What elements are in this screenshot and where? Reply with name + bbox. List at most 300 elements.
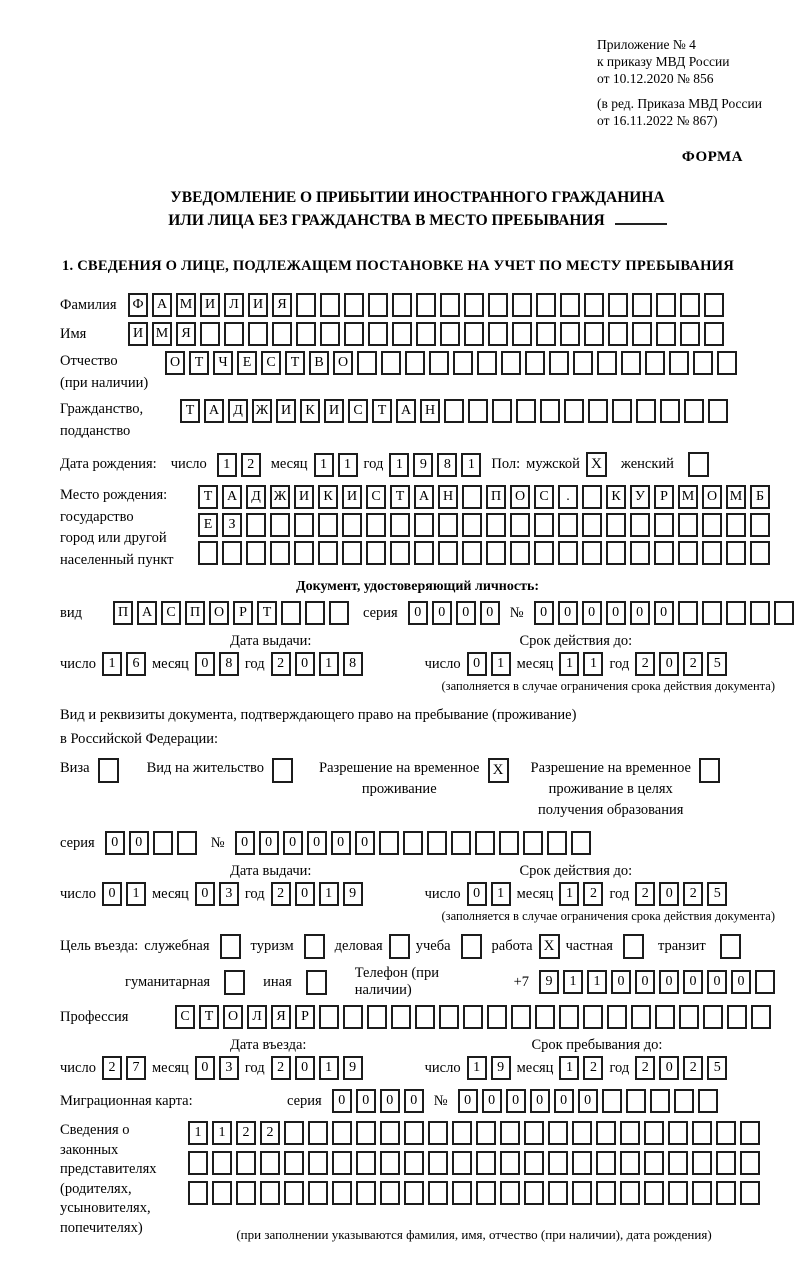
form-cell: [248, 322, 268, 346]
form-cell: З: [222, 513, 242, 537]
identity-valid-label: Срок действия до:: [519, 633, 633, 649]
form-cell: [774, 601, 794, 625]
form-cell: О: [165, 351, 185, 375]
form-cell: [462, 513, 482, 537]
form-cell: 1: [319, 1056, 339, 1080]
stay-valid-date: число 0 1 месяц 1 2 год 2 0 2 5: [425, 882, 728, 906]
identity-valid-month: [559, 652, 603, 676]
forma-label: ФОРМА: [681, 149, 743, 165]
profession-cells: [175, 1005, 771, 1029]
form-cell: 0: [408, 601, 428, 625]
entry-date: число 2 7 месяц 0 3 год 2 0 1 9: [60, 1056, 363, 1080]
form-cell: 2: [683, 652, 703, 676]
form-cell: [342, 541, 362, 565]
form-cell: [320, 322, 340, 346]
form-title: [60, 186, 775, 232]
form-cell: [281, 601, 301, 625]
form-cell: 1: [559, 882, 579, 906]
appendix-line: Приложение № 4: [597, 37, 696, 52]
form-cell: 1: [338, 453, 358, 477]
birth-place-label: Место рождения: государство город или другой населенный пункт: [60, 487, 174, 568]
form-cell: [487, 1005, 507, 1029]
form-cell: О: [510, 485, 530, 509]
year-word: год: [363, 456, 384, 472]
edition-block: [597, 95, 775, 129]
form-cell: [572, 1121, 592, 1145]
form-cell: 0: [659, 882, 679, 906]
stay-doc-options: [60, 758, 775, 821]
form-cell: Е: [237, 351, 257, 375]
form-cell: [755, 970, 775, 994]
form-cell: [416, 322, 436, 346]
form-cell: 0: [235, 831, 255, 855]
form-cell: [462, 541, 482, 565]
form-cell: [596, 1151, 616, 1175]
form-cell: О: [333, 351, 353, 375]
form-cell: [558, 541, 578, 565]
form-cell: [535, 1005, 555, 1029]
profession-label: Профессия: [60, 1009, 129, 1025]
identity-issue-date: число 1 6 месяц 0 8 год 2 0 1 8: [60, 652, 363, 676]
form-cell: 0: [432, 601, 452, 625]
stay-issue-day: [102, 882, 146, 906]
form-cell: П: [185, 601, 205, 625]
form-cell: 7: [126, 1056, 146, 1080]
form-cell: [318, 513, 338, 537]
form-cell: [500, 1151, 520, 1175]
purpose-official-label: служебная: [144, 938, 210, 954]
form-cell: [726, 513, 746, 537]
birth-date-row: [60, 452, 775, 477]
form-cell: О: [702, 485, 722, 509]
day-word: число: [170, 456, 207, 472]
surname-row: [60, 293, 775, 317]
form-cell: [270, 541, 290, 565]
form-cell: 1: [587, 970, 607, 994]
stay-series-label: серия: [60, 834, 95, 851]
stay-until-day: [467, 1056, 511, 1080]
form-cell: [692, 1181, 712, 1205]
blank-underline: [615, 210, 667, 225]
form-cell: Д: [228, 399, 248, 423]
stay-series-cells: [105, 831, 197, 855]
form-cell: [501, 351, 521, 375]
form-cell: [294, 541, 314, 565]
section1-heading: 1. СВЕДЕНИЯ О ЛИЦЕ, ПОДЛЕЖАЩЕМ ПОСТАНОВКЕ НА УЧЕТ ПО МЕСТУ ПРЕБЫВАНИЯ: [62, 258, 734, 274]
form-cell: [584, 293, 604, 317]
form-cell: [750, 601, 770, 625]
form-cell: [668, 1181, 688, 1205]
form-cell: [650, 1089, 670, 1113]
form-cell: [404, 1181, 424, 1205]
phone-cells: [539, 970, 775, 994]
form-cell: [332, 1151, 352, 1175]
form-cell: 0: [659, 652, 679, 676]
form-cell: [476, 1151, 496, 1175]
identity-kind-label: вид: [60, 604, 82, 621]
form-cell: 0: [467, 882, 487, 906]
form-cell: [499, 831, 519, 855]
form-cell: [534, 541, 554, 565]
form-cell: [453, 351, 473, 375]
form-cell: 0: [558, 601, 578, 625]
form-cell: [500, 1121, 520, 1145]
form-cell: [329, 601, 349, 625]
form-cell: [583, 1005, 603, 1029]
form-cell: 0: [482, 1089, 502, 1113]
form-cell: [606, 541, 626, 565]
form-cell: И: [276, 399, 296, 423]
form-cell: [260, 1181, 280, 1205]
form-cell: К: [318, 485, 338, 509]
form-cell: 0: [355, 831, 375, 855]
form-cell: [679, 1005, 699, 1029]
form-cell: [368, 322, 388, 346]
appendix-line: от 10.12.2020 № 856: [597, 71, 714, 86]
form-cell: 5: [707, 652, 727, 676]
form-cell: [510, 541, 530, 565]
representatives-row3: [188, 1181, 760, 1205]
form-cell: [318, 541, 338, 565]
purpose-humanitarian-checkbox: [224, 970, 245, 995]
identity-doc-heading: Документ, удостоверяющий личность:: [295, 579, 540, 594]
form-cell: 2: [635, 1056, 655, 1080]
form-cell: 0: [630, 601, 650, 625]
profession-row: [60, 1005, 775, 1029]
form-cell: [524, 1181, 544, 1205]
stay-valid-month: [559, 882, 603, 906]
form-cell: [573, 351, 593, 375]
form-cell: [212, 1151, 232, 1175]
form-cell: [524, 1151, 544, 1175]
form-cell: 2: [583, 882, 603, 906]
form-cell: [740, 1181, 760, 1205]
identity-issue-label: Дата выдачи:: [230, 633, 312, 649]
form-cell: 2: [635, 882, 655, 906]
form-cell: 1: [461, 453, 481, 477]
form-cell: [246, 541, 266, 565]
form-cell: 0: [480, 601, 500, 625]
form-cell: 0: [295, 652, 315, 676]
form-cell: [512, 293, 532, 317]
purpose-other-checkbox: [306, 970, 327, 995]
birth-place-row1: [198, 485, 770, 509]
form-cell: [380, 1181, 400, 1205]
patronymic-label: Отчество (при наличии): [60, 353, 149, 391]
form-cell: 0: [458, 1089, 478, 1113]
form-cell: 0: [331, 831, 351, 855]
form-cell: [468, 399, 488, 423]
form-cell: [486, 513, 506, 537]
form-cell: [726, 601, 746, 625]
identity-series-label: серия: [363, 604, 398, 621]
purpose-humanitarian-label: гуманитарная: [125, 973, 211, 990]
representatives-row1: [188, 1121, 760, 1145]
form-cell: 2: [271, 1056, 291, 1080]
form-cell: [704, 322, 724, 346]
form-cell: [702, 541, 722, 565]
form-cell: 0: [683, 970, 703, 994]
stay-doc-intro1: Вид и реквизиты документа, подтверждающего право на пребывание (проживание): [60, 707, 577, 723]
form-cell: [692, 1151, 712, 1175]
form-cell: 1: [319, 652, 339, 676]
form-cell: [572, 1151, 592, 1175]
form-cell: [405, 351, 425, 375]
form-cell: [357, 351, 377, 375]
form-cell: Н: [420, 399, 440, 423]
purpose-work-label: работа: [491, 938, 533, 954]
form-cell: [702, 513, 722, 537]
form-cell: [464, 293, 484, 317]
form-cell: 8: [219, 652, 239, 676]
form-cell: [524, 1121, 544, 1145]
form-cell: [512, 322, 532, 346]
form-cell: 0: [554, 1089, 574, 1113]
form-cell: [284, 1151, 304, 1175]
form-cell: [404, 1151, 424, 1175]
form-cell: 0: [659, 1056, 679, 1080]
form-cell: 0: [578, 1089, 598, 1113]
form-cell: 0: [295, 882, 315, 906]
form-cell: [380, 1151, 400, 1175]
form-cell: Т: [180, 399, 200, 423]
migration-series-cells: [332, 1089, 424, 1113]
form-title-line1: УВЕДОМЛЕНИЕ О ПРИБЫТИИ ИНОСТРАННОГО ГРАЖДАНИНА: [170, 189, 665, 206]
form-cell: [626, 1089, 646, 1113]
form-cell: Ф: [128, 293, 148, 317]
form-cell: [668, 1121, 688, 1145]
form-cell: [379, 831, 399, 855]
form-cell: С: [161, 601, 181, 625]
form-cell: С: [366, 485, 386, 509]
form-cell: [391, 1005, 411, 1029]
entry-day: [102, 1056, 146, 1080]
form-cell: Л: [224, 293, 244, 317]
form-cell: А: [414, 485, 434, 509]
form-cell: П: [486, 485, 506, 509]
form-cell: [444, 399, 464, 423]
form-cell: [602, 1089, 622, 1113]
form-cell: [516, 399, 536, 423]
form-cell: 0: [707, 970, 727, 994]
form-cell: [224, 322, 244, 346]
form-cell: 0: [606, 601, 626, 625]
entry-date-label: Дата въезда:: [230, 1037, 307, 1053]
form-cell: [475, 831, 495, 855]
form-cell: 1: [559, 1056, 579, 1080]
form-cell: С: [261, 351, 281, 375]
form-cell: 0: [530, 1089, 550, 1113]
form-cell: [674, 1089, 694, 1113]
form-cell: [740, 1151, 760, 1175]
stay-dates-caption: [60, 863, 775, 880]
purpose-business-label: деловая: [334, 938, 383, 954]
given-name-cells: [128, 322, 724, 346]
identity-dates-row: [60, 652, 775, 676]
form-cell: [680, 293, 700, 317]
form-cell: [708, 399, 728, 423]
form-cell: Т: [257, 601, 277, 625]
form-cell: [439, 1005, 459, 1029]
stay-issue-label: Дата выдачи:: [230, 863, 312, 879]
citizenship-cells: [180, 399, 728, 423]
form-cell: Т: [390, 485, 410, 509]
form-cell: [564, 399, 584, 423]
birth-place-row3: [198, 541, 770, 565]
form-cell: 9: [343, 1056, 363, 1080]
form-cell: [510, 513, 530, 537]
form-cell: 0: [534, 601, 554, 625]
form-cell: [294, 513, 314, 537]
form-cell: [332, 1181, 352, 1205]
form-cell: Т: [198, 485, 218, 509]
form-cell: [558, 513, 578, 537]
form-cell: [414, 541, 434, 565]
form-cell: 0: [635, 970, 655, 994]
form-cell: [596, 1181, 616, 1205]
form-cell: 2: [683, 882, 703, 906]
form-cell: [198, 541, 218, 565]
stay-valid-label: Срок действия до:: [519, 863, 633, 879]
form-cell: [660, 399, 680, 423]
form-cell: [381, 351, 401, 375]
form-title-line2: ИЛИ ЛИЦА БЕЗ ГРАЖДАНСТВА В МЕСТО ПРЕБЫВАНИЯ: [60, 209, 775, 232]
form-cell: [308, 1151, 328, 1175]
identity-kind-cells: [113, 601, 349, 625]
form-cell: [428, 1151, 448, 1175]
form-cell: У: [630, 485, 650, 509]
form-cell: 2: [260, 1121, 280, 1145]
purpose-tourism-checkbox: [304, 934, 325, 959]
form-cell: 1: [491, 652, 511, 676]
form-cell: [343, 1005, 363, 1029]
form-cell: 0: [195, 882, 215, 906]
form-cell: [260, 1151, 280, 1175]
form-cell: О: [209, 601, 229, 625]
phone-label: Телефон (при наличии): [354, 965, 439, 998]
form-cell: Т: [285, 351, 305, 375]
form-cell: О: [223, 1005, 243, 1029]
form-cell: [492, 399, 512, 423]
identity-number-cells: [534, 601, 794, 625]
form-cell: [654, 541, 674, 565]
form-cell: [751, 1005, 771, 1029]
identity-valid-day: [467, 652, 511, 676]
form-cell: [356, 1181, 376, 1205]
form-cell: [582, 513, 602, 537]
form-cell: [588, 399, 608, 423]
form-cell: [427, 831, 447, 855]
purpose-other-label: иная: [263, 973, 292, 990]
form-cell: И: [294, 485, 314, 509]
migration-card-label: Миграционная карта:: [60, 1092, 193, 1109]
form-cell: [698, 1089, 718, 1113]
form-cell: [632, 322, 652, 346]
form-cell: [548, 1181, 568, 1205]
form-cell: [486, 541, 506, 565]
form-cell: М: [176, 293, 196, 317]
form-cell: [356, 1121, 376, 1145]
form-cell: А: [396, 399, 416, 423]
form-cell: [727, 1005, 747, 1029]
residence-permit-checkbox: [272, 758, 293, 783]
form-cell: [452, 1151, 472, 1175]
form-cell: [656, 293, 676, 317]
month-word: месяц: [270, 456, 308, 472]
form-cell: 1: [217, 453, 237, 477]
stay-valid-day: [467, 882, 511, 906]
form-cell: [452, 1181, 472, 1205]
form-cell: 0: [506, 1089, 526, 1113]
form-cell: [488, 293, 508, 317]
form-cell: [582, 485, 602, 509]
form-cell: Т: [372, 399, 392, 423]
form-cell: [390, 541, 410, 565]
form-cell: [236, 1181, 256, 1205]
form-cell: 8: [437, 453, 457, 477]
form-cell: 0: [129, 831, 149, 855]
patronymic-cells: [165, 351, 737, 375]
representatives-row2: [188, 1151, 760, 1175]
form-cell: [464, 322, 484, 346]
form-cell: Я: [271, 1005, 291, 1029]
form-cell: [308, 1181, 328, 1205]
option-visa: Виза: [60, 758, 119, 783]
form-cell: [440, 322, 460, 346]
form-cell: [655, 1005, 675, 1029]
identity-number-sign: №: [509, 604, 524, 621]
form-cell: [477, 351, 497, 375]
form-cell: 0: [404, 1089, 424, 1113]
citizenship-row: [60, 399, 775, 442]
form-cell: [476, 1121, 496, 1145]
form-cell: [547, 831, 567, 855]
representatives-row: [60, 1121, 775, 1243]
form-cell: И: [200, 293, 220, 317]
form-cell: [308, 1121, 328, 1145]
identity-valid-date: число 0 1 месяц 1 1 год 2 0 2 5: [425, 652, 728, 676]
stay-valid-year: [635, 882, 727, 906]
birth-place-row: [60, 485, 775, 571]
form-cell: [620, 1181, 640, 1205]
form-cell: 0: [611, 970, 631, 994]
form-cell: [344, 293, 364, 317]
form-cell: [488, 322, 508, 346]
form-cell: Р: [295, 1005, 315, 1029]
identity-series-cells: [408, 601, 500, 625]
form-cell: [344, 322, 364, 346]
form-cell: [428, 1121, 448, 1145]
purpose-label: Цель въезда:: [60, 938, 139, 954]
form-cell: [678, 601, 698, 625]
form-cell: И: [248, 293, 268, 317]
form-cell: А: [222, 485, 242, 509]
form-cell: 9: [343, 882, 363, 906]
form-cell: [284, 1121, 304, 1145]
form-cell: Б: [750, 485, 770, 509]
form-cell: 1: [467, 1056, 487, 1080]
form-cell: [403, 831, 423, 855]
option-temporary-residence-education: Разрешение на временное проживание в целях получения образования: [531, 758, 720, 821]
form-cell: 0: [456, 601, 476, 625]
form-cell: 1: [212, 1121, 232, 1145]
form-cell: И: [128, 322, 148, 346]
identity-doc-row: [60, 601, 775, 625]
form-cell: [153, 831, 173, 855]
form-cell: 1: [563, 970, 583, 994]
form-cell: С: [534, 485, 554, 509]
form-cell: Я: [176, 322, 196, 346]
